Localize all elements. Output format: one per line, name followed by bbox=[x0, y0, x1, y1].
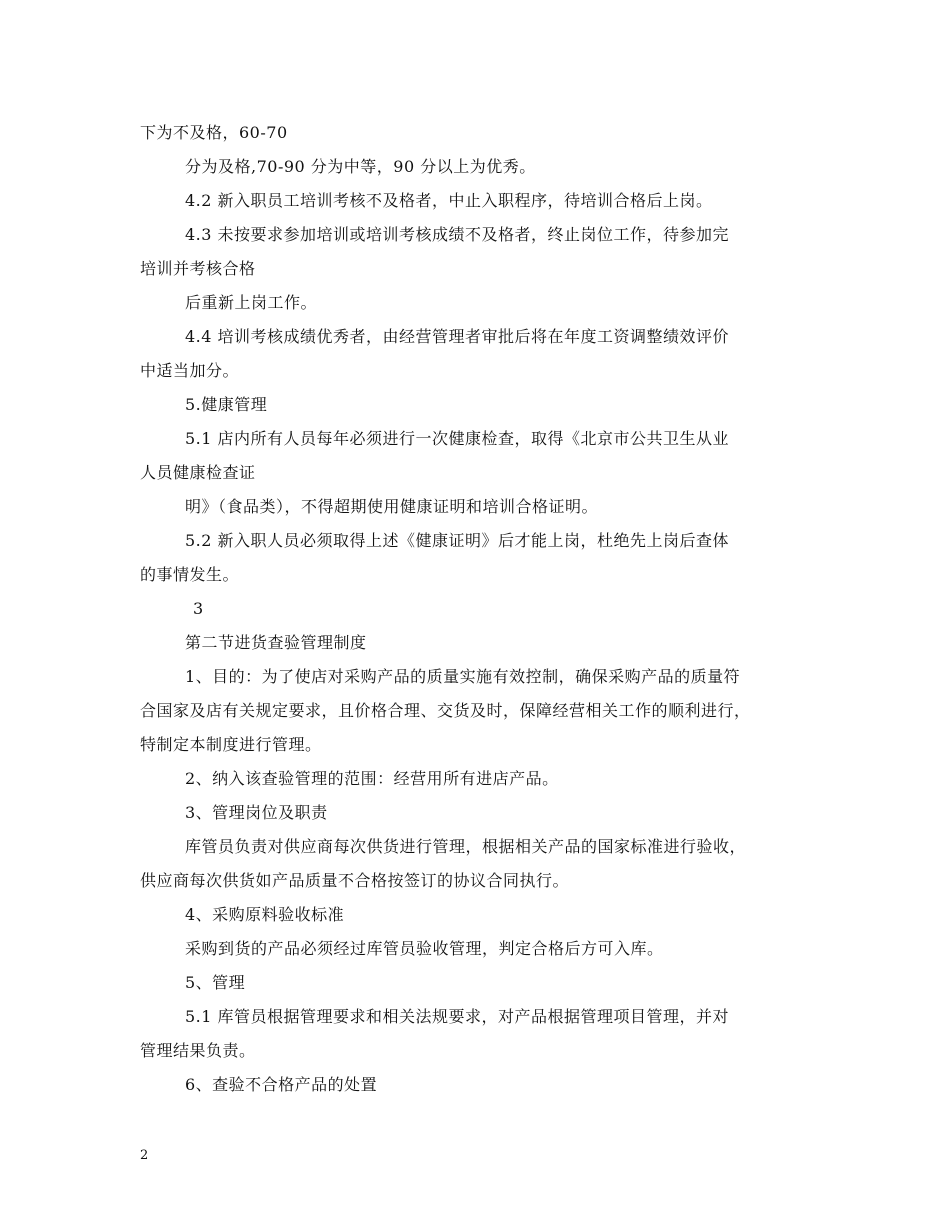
section-heading: 第二节进货查验管理制度 bbox=[185, 633, 367, 652]
text-line: 4.2 新入职员工培训考核不及格者，中止入职程序，待培训合格后上岗。 bbox=[185, 191, 713, 210]
text-line: 库管员负责对供应商每次供货进行管理，根据相关产品的国家标准进行验收， bbox=[185, 837, 747, 856]
inline-number: 3 bbox=[193, 599, 204, 618]
text-line: 培训并考核合格 bbox=[140, 259, 256, 278]
text-line: 下为不及格，60-70 bbox=[140, 123, 288, 142]
text-line: 的事情发生。 bbox=[140, 565, 240, 584]
text-line: 中适当加分。 bbox=[140, 361, 240, 380]
text-line: 合国家及店有关规定要求，且价格合理、交货及时，保障经营相关工作的顺利进行， bbox=[140, 701, 751, 720]
text-line: 5.2 新入职人员必须取得上述《健康证明》后才能上岗，杜绝先上岗后查体 bbox=[185, 531, 730, 550]
text-line: 5.1 店内所有人员每年必须进行一次健康检查，取得《北京市公共卫生从业 bbox=[185, 429, 730, 448]
text-line: 6、查验不合格产品的处置 bbox=[185, 1075, 378, 1094]
text-line: 3、管理岗位及职责 bbox=[185, 803, 328, 822]
text-line: 分为及格,70-90 分为中等，90 分以上为优秀。 bbox=[185, 157, 536, 176]
text-line: 管理结果负责。 bbox=[140, 1041, 256, 1060]
text-line: 人员健康检查证 bbox=[140, 463, 256, 482]
text-line: 供应商每次供货如产品质量不合格按签订的协议合同执行。 bbox=[140, 871, 570, 890]
text-line: 5.1 库管员根据管理要求和相关法规要求，对产品根据管理项目管理，并对 bbox=[185, 1007, 730, 1026]
text-line: 采购到货的产品必须经过库管员验收管理，判定合格后方可入库。 bbox=[185, 939, 664, 958]
text-line: 4、采购原料验收标准 bbox=[185, 905, 345, 924]
section-heading: 5.健康管理 bbox=[185, 395, 268, 414]
page-number: 2 bbox=[140, 1148, 149, 1163]
text-line: 2、纳入该查验管理的范围：经营用所有进店产品。 bbox=[185, 769, 559, 788]
text-line: 明》（食品类），不得超期使用健康证明和培训合格证明。 bbox=[185, 497, 599, 516]
text-line: 5、管理 bbox=[185, 973, 246, 992]
document-body bbox=[140, 116, 820, 1102]
text-line: 后重新上岗工作。 bbox=[185, 293, 318, 312]
text-line: 1、目的：为了使店对采购产品的质量实施有效控制，确保采购产品的质量符 bbox=[185, 667, 741, 686]
text-line: 特制定本制度进行管理。 bbox=[140, 735, 322, 754]
text-line: 4.4 培训考核成绩优秀者，由经营管理者审批后将在年度工资调整绩效评价 bbox=[185, 327, 730, 346]
text-line: 4.3 未按要求参加培训或培训考核成绩不及格者，终止岗位工作，待参加完 bbox=[185, 225, 730, 244]
